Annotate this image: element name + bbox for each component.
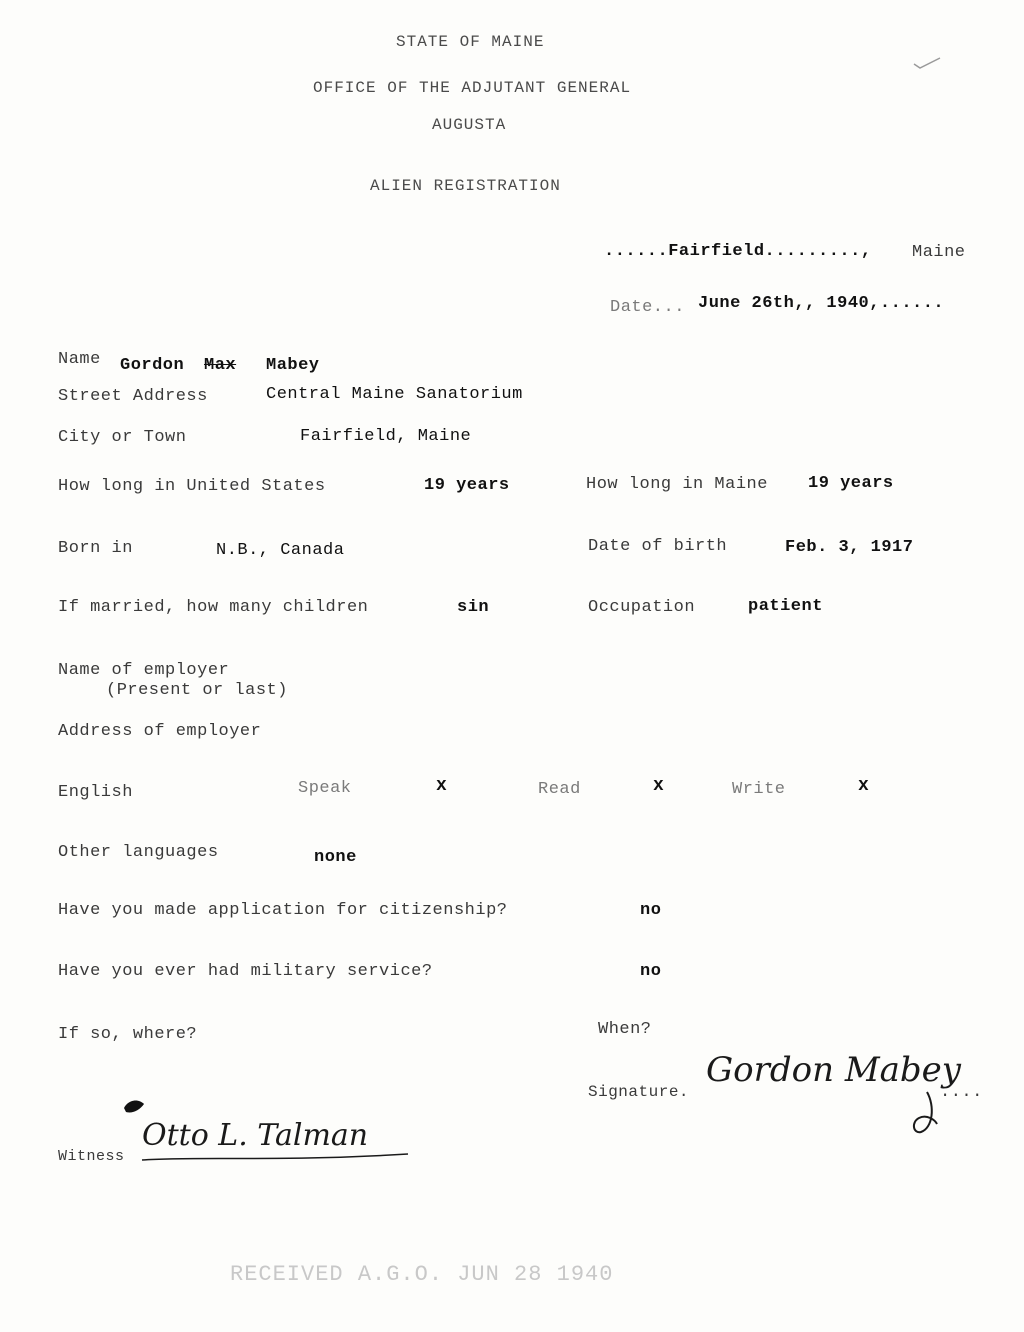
header-city: AUGUSTA [432,116,507,134]
city-label: City or Town [58,428,187,447]
place-town: ......Fairfield........., [604,242,872,261]
received-stamp: RECEIVED A.G.O. JUN 28 1940 [230,1262,614,1287]
name-label: Name [58,350,101,369]
speak-mark: x [436,776,447,796]
occupation-label: Occupation [588,598,696,617]
date-label: Date... [610,298,685,317]
citizenship-value: no [640,901,662,920]
write-mark: x [858,776,869,796]
signature-label: Signature. [588,1083,690,1101]
dob-value: Feb. 3, 1917 [785,538,914,557]
other-languages-value: none [314,848,357,867]
check-mark-icon [912,52,944,72]
ink-blot-icon [120,1096,148,1118]
name-first: Gordon [120,356,185,375]
employer-label: Name of employer [58,661,230,680]
employer-sublabel: (Present or last) [106,681,288,700]
read-label: Read [538,780,581,799]
where-label: If so, where? [58,1025,198,1044]
witness-underline [140,1150,410,1168]
name-struck: Max [204,356,237,375]
witness-signature: Otto L. Talman [142,1118,369,1153]
employer-address-label: Address of employer [58,722,262,741]
citizenship-label: Have you made application for citizenship? [58,901,508,920]
signature-value: Gordon Mabey [706,1050,961,1090]
header-office: OFFICE OF THE ADJUTANT GENERAL [313,79,632,97]
speak-label: Speak [298,779,352,798]
military-value: no [640,962,662,981]
born-label: Born in [58,539,133,558]
born-value: N.B., Canada [216,541,345,560]
maine-duration-value: 19 years [808,474,894,493]
military-label: Have you ever had military service? [58,962,433,981]
city-value: Fairfield, Maine [300,427,472,446]
witness-label: Witness [58,1148,125,1165]
when-label: When? [598,1020,652,1039]
occupation-value: patient [748,597,823,616]
read-mark: x [653,776,664,796]
street-value: Central Maine Sanatorium [266,385,523,404]
maine-duration-label: How long in Maine [586,475,768,494]
street-label: Street Address [58,387,208,406]
header-state: STATE OF MAINE [396,33,545,51]
form-title: ALIEN REGISTRATION [370,177,561,195]
signature-dots: .... [940,1083,983,1102]
english-label: English [58,783,133,802]
us-duration-value: 19 years [424,476,510,495]
date-value: June 26th,, 1940,...... [698,294,945,313]
dob-label: Date of birth [588,537,728,556]
other-languages-label: Other languages [58,843,219,862]
us-duration-label: How long in United States [58,477,326,496]
name-last: Mabey [266,356,320,375]
signature-flourish-icon [905,1088,945,1136]
write-label: Write [732,780,786,799]
children-value: sin [457,598,490,617]
children-label: If married, how many children [58,598,369,617]
place-state: Maine [912,243,966,262]
